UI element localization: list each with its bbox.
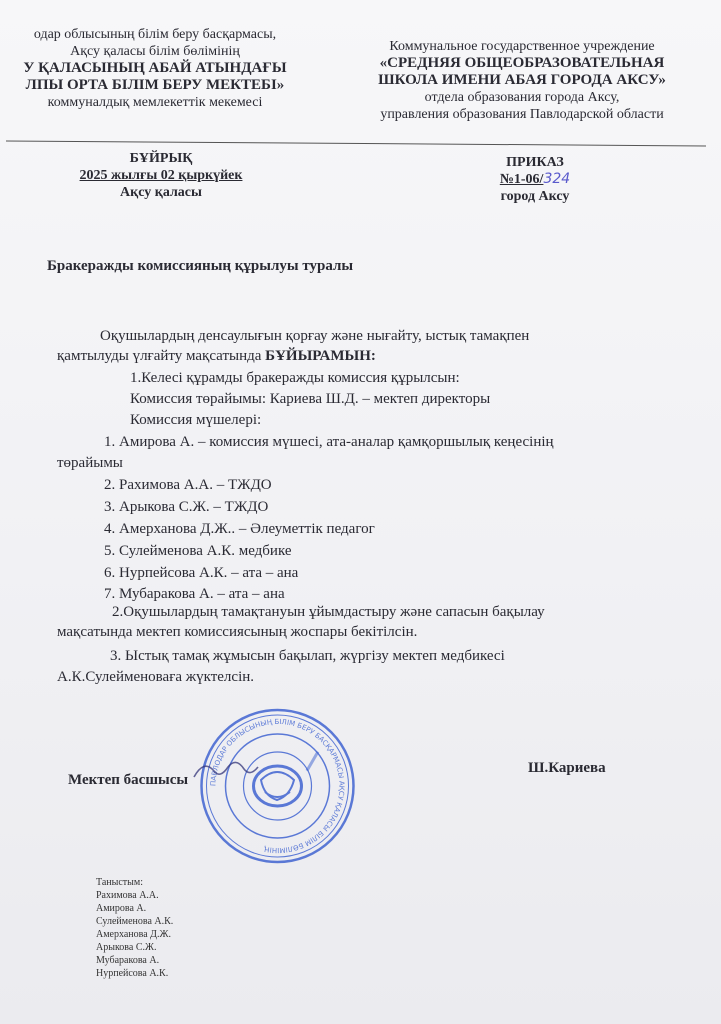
header-divider xyxy=(6,141,706,147)
header-ru-line1: Коммунальное государственное учреждение xyxy=(389,39,655,54)
acknowledgment-list xyxy=(96,876,173,980)
member-1-line2: төрайымы xyxy=(57,455,123,471)
item2-line1: 2.Оқушылардың тамақтануын ұйымдастыру және сапасын бақылау xyxy=(112,604,545,620)
item3-line1: 3. Ыстық тамақ жұмысын бақылап, жүргізу мектеп медбикесі xyxy=(110,648,505,664)
members-label: Комиссия мүшелері: xyxy=(130,412,262,428)
header-russian xyxy=(352,38,692,123)
ack-name: Сулейменова А.К. xyxy=(96,916,174,927)
ack-name: Мубаракова А. xyxy=(96,955,160,966)
order-kz-date: 2025 жылғы 02 қыркүйек xyxy=(79,168,243,183)
member-3: 3. Арыкова С.Ж. – ТЖДО xyxy=(104,499,269,515)
item2-line2: мақсатында мектеп комиссиясының жоспары бекітілсін. xyxy=(57,624,418,640)
order-russian xyxy=(470,154,600,205)
header-ru-line5: управления образования Павлодарской области xyxy=(380,107,664,122)
member-5: 5. Сулейменова А.К. медбике xyxy=(104,543,292,559)
intro-line1: Оқушылардың денсаулығын қорғау және нығайту, ыстық тамақпен xyxy=(100,328,530,344)
header-kazakh xyxy=(0,26,310,111)
member-7: 7. Мубаракова А. – ата – ана xyxy=(104,586,285,602)
header-ru-line3: ШКОЛА ИМЕНИ АБАЯ ГОРОДА АКСУ» xyxy=(378,72,666,88)
header-kz-line5: коммуналдық мемлекеттік мекемесі xyxy=(47,95,263,110)
order-number-handwritten: 324 xyxy=(543,171,571,187)
header-ru-line2: «СРЕДНЯЯ ОБЩЕОБРАЗОВАТЕЛЬНАЯ xyxy=(379,55,665,71)
ack-label: Таныстым: xyxy=(96,877,144,888)
intro-line2 xyxy=(57,346,376,366)
handwritten-signature-icon xyxy=(190,755,260,785)
ack-name: Арыкова С.Ж. xyxy=(96,942,157,953)
item3-line2: А.К.Сулейменоваға жүктелсін. xyxy=(57,669,255,685)
official-seal-icon xyxy=(195,706,360,866)
order-ru-city: город Аксу xyxy=(500,189,570,204)
document-title: Бракеражды комиссияның құрылуы туралы xyxy=(47,258,354,274)
member-1-line1: 1. Амирова А. – комиссия мүшесі, ата-аналар қамқоршылық кеңесінің xyxy=(104,434,554,450)
ack-name: Рахимова А.А. xyxy=(96,890,159,901)
ack-name: Амирова А. xyxy=(96,903,147,914)
order-kz-title: БҰЙРЫҚ xyxy=(129,151,193,166)
order-kz-city: Ақсу қаласы xyxy=(120,185,202,200)
signature-title: Мектеп басшысы xyxy=(68,772,189,788)
header-kz-line2: Ақсу қаласы білім бөлімінің xyxy=(70,44,240,59)
header-kz-line1: одар облысының білім беру басқармасы, xyxy=(33,27,277,42)
intro-line2-text: қамтылуды үлғайту мақсатында xyxy=(57,348,266,364)
seal-ring-text: ПАВЛОДАР ОБЛЫСЫНЫҢ БІЛІМ БЕРУ БАСҚАРМАСЫ АҚСУ ҚАЛАСЫ БІЛІМ БӨЛІМІНІҢ xyxy=(209,717,346,855)
member-6: 6. Нурпейсова А.К. – ата – ана xyxy=(104,565,299,581)
order-kazakh xyxy=(56,150,266,201)
signature-name: Ш.Кариева xyxy=(528,760,606,776)
order-ru-title: ПРИКАЗ xyxy=(506,155,564,170)
order-verb: БҰЙЫРАМЫН: xyxy=(265,348,376,364)
commission-chair: Комиссия төрайымы: Кариева Ш.Д. – мектеп директоры xyxy=(130,391,491,407)
ack-name: Нурпейсова А.К. xyxy=(96,968,169,979)
header-kz-line3: У ҚАЛАСЫНЫҢ АБАЙ АТЫНДАҒЫ xyxy=(23,60,287,76)
order-ru-number xyxy=(470,171,600,188)
header-kz-line4: ЛПЫ ОРТА БІЛІМ БЕРУ МЕКТЕБІ» xyxy=(25,77,285,93)
ack-name: Амерханова Д.Ж. xyxy=(96,929,171,940)
header-ru-line4: отдела образования города Аксу, xyxy=(424,90,620,105)
item1: 1.Келесі құрамды бракеражды комиссия құрылсын: xyxy=(130,370,460,386)
member-2: 2. Рахимова А.А. – ТЖДО xyxy=(104,477,272,493)
order-number-prefix: №1-06/ xyxy=(499,172,544,187)
member-4: 4. Амерханова Д.Ж.. – Әлеуметтік педагог xyxy=(104,521,375,537)
